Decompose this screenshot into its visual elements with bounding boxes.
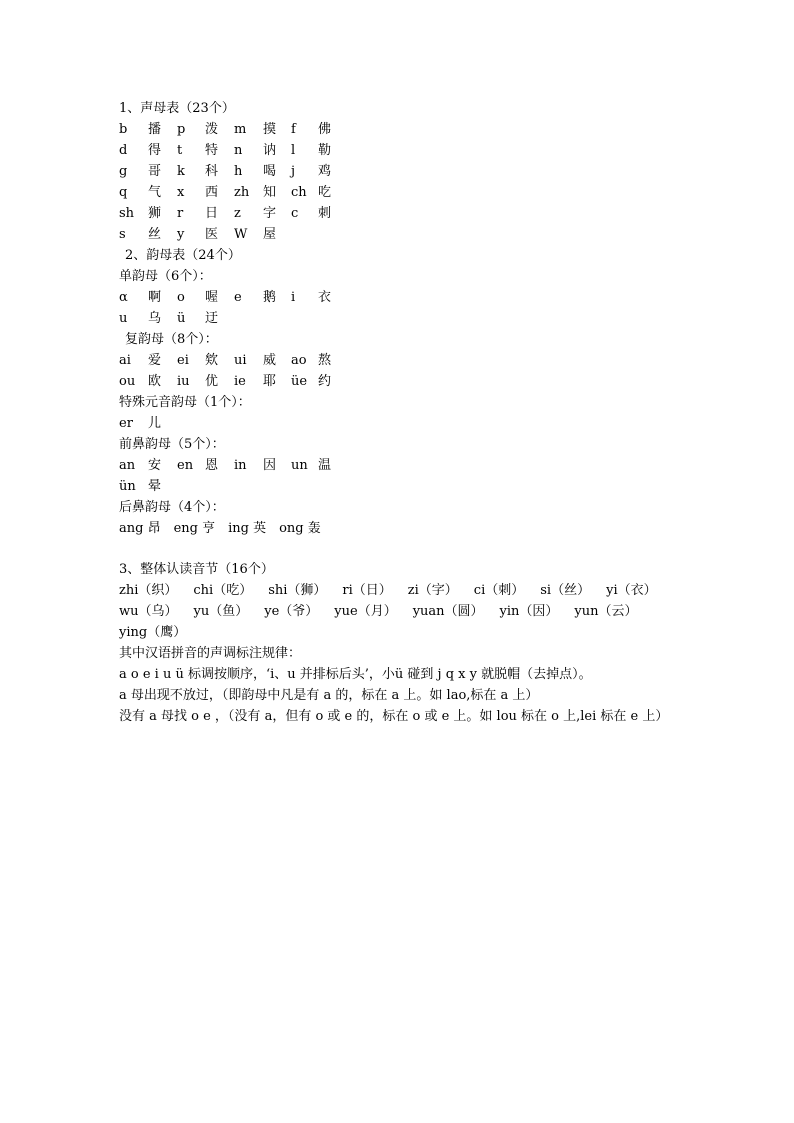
pinyin-cell: q [119, 185, 128, 200]
pinyin-cell: e [234, 290, 242, 305]
pinyin-cell: i [291, 290, 296, 305]
hanzi-cell: 恩 [205, 458, 219, 473]
hanzi-cell: 特 [205, 143, 219, 158]
hanzi-cell: 摸 [263, 122, 277, 137]
tone-rule-1: a o e i u ü 标调按顺序，‘i、u 并排标后头’，小ü 碰到 j q x y 就脱帽（去掉点）。 [119, 667, 592, 682]
syllable-item: ying（鹰） [119, 625, 187, 640]
hanzi-cell: 喝 [263, 164, 277, 179]
pinyin-cell: d [119, 143, 128, 158]
pinyin-cell: α [119, 290, 128, 305]
pinyin-cell: ou [119, 374, 136, 389]
pinyin-cell: m [234, 122, 247, 137]
pinyin-cell: n [234, 143, 243, 158]
hanzi-cell: 安 [148, 458, 162, 473]
whole-syllables-list [119, 580, 694, 643]
spacer [119, 539, 694, 559]
pinyin-cell: en [177, 458, 194, 473]
simple-finals-label: 单韵母（6个）： [119, 269, 212, 284]
compound-finals-table [119, 350, 694, 392]
pinyin-cell: c [291, 206, 299, 221]
syllable-item: yu（鱼） [193, 604, 249, 619]
hanzi-cell: 迂 [205, 311, 219, 326]
hanzi-cell: 吃 [318, 185, 332, 200]
table-row [119, 182, 694, 203]
hanzi-cell: 温 [318, 458, 332, 473]
pinyin-cell: p [177, 122, 186, 137]
pinyin-cell: ei [177, 353, 189, 368]
syllable-item: wu（乌） [119, 604, 178, 619]
pinyin-cell: zh [234, 185, 250, 200]
hanzi-cell: 欸 [205, 353, 219, 368]
pinyin-cell: an [119, 458, 136, 473]
pinyin-cell: j [291, 164, 296, 179]
pinyin-cell: g [119, 164, 128, 179]
pinyin-cell: o [177, 290, 185, 305]
pinyin-cell: b [119, 122, 128, 137]
hanzi-cell: 泼 [205, 122, 219, 137]
table-row [119, 119, 694, 140]
syllable-item: zi（字） [407, 583, 458, 598]
pinyin-cell: z [234, 206, 241, 221]
hanzi-cell: 爱 [148, 353, 162, 368]
hanzi-cell: 约 [318, 374, 332, 389]
hanzi-cell: 乌 [148, 311, 162, 326]
pinyin-cell: l [291, 143, 296, 158]
pinyin-cell: in [234, 458, 247, 473]
hanzi-cell: 啊 [148, 290, 162, 305]
back-nasal-finals-row: ang 昂 eng 亨 ing 英 ong 轰 [119, 521, 321, 536]
table-row [119, 140, 694, 161]
pinyin-cell: f [291, 122, 296, 137]
hanzi-cell: 气 [148, 185, 162, 200]
table-row [119, 161, 694, 182]
hanzi-cell: 欧 [148, 374, 162, 389]
front-nasal-finals-label: 前鼻韵母（5个）： [119, 437, 225, 452]
document-content [119, 98, 694, 727]
syllable-item: si（丝） [540, 583, 591, 598]
hanzi-cell: 得 [148, 143, 162, 158]
pinyin-cell: ao [291, 353, 307, 368]
hanzi-cell: 医 [205, 227, 219, 242]
hanzi-cell: 因 [263, 458, 277, 473]
pinyin-cell: s [119, 227, 126, 242]
hanzi-cell: 科 [205, 164, 219, 179]
pinyin-cell: ü [177, 311, 186, 326]
hanzi-cell: 耶 [263, 374, 277, 389]
pinyin-cell: t [177, 143, 183, 158]
hanzi-cell: 喔 [205, 290, 219, 305]
hanzi-cell: 日 [205, 206, 219, 221]
pinyin-cell: x [177, 185, 185, 200]
pinyin-cell: iu [177, 374, 190, 389]
hanzi-cell: 播 [148, 122, 162, 137]
table-row [119, 287, 694, 308]
initials-table [119, 119, 694, 245]
special-finals-label: 特殊元音韵母（1个）： [119, 395, 251, 410]
hanzi-cell: 知 [263, 185, 277, 200]
hanzi-cell: 儿 [148, 416, 162, 431]
pinyin-cell: k [177, 164, 185, 179]
pinyin-cell: y [177, 227, 185, 242]
hanzi-cell: 勒 [318, 143, 332, 158]
hanzi-cell: 佛 [318, 122, 332, 137]
hanzi-cell: 衣 [318, 290, 332, 305]
table-row [119, 455, 694, 476]
pinyin-cell: üe [291, 374, 308, 389]
back-nasal-finals-label: 后鼻韵母（4个）： [119, 500, 225, 515]
hanzi-cell: 西 [205, 185, 219, 200]
syllable-item: ri（日） [342, 583, 392, 598]
syllable-item: zhi（织） [119, 583, 178, 598]
pinyin-cell: ui [234, 353, 247, 368]
table-row [119, 224, 694, 245]
syllable-item: shi（狮） [268, 583, 327, 598]
pinyin-cell: ch [291, 185, 307, 200]
hanzi-cell: 讷 [263, 143, 277, 158]
hanzi-cell: 字 [263, 206, 277, 221]
hanzi-cell: 熬 [318, 353, 332, 368]
syllable-item: yin（因） [499, 604, 559, 619]
syllable-item: ci（刺） [473, 583, 525, 598]
table-row [119, 308, 694, 329]
hanzi-cell: 屋 [263, 227, 277, 242]
hanzi-cell: 晕 [148, 479, 162, 494]
hanzi-cell: 刺 [318, 206, 332, 221]
hanzi-cell: 威 [263, 353, 277, 368]
pinyin-cell: r [177, 206, 184, 221]
tone-rules-heading: 其中汉语拼音的声调标注规律： [119, 646, 302, 661]
tone-rule-2: a 母出现不放过，（即韵母中凡是有 a 的，标在 a 上。如 lao,标在 a 上） [119, 688, 539, 703]
pinyin-cell: er [119, 416, 133, 431]
table-row [119, 413, 694, 434]
pinyin-cell: sh [119, 206, 135, 221]
hanzi-cell: 狮 [148, 206, 162, 221]
hanzi-cell: 鹅 [263, 290, 277, 305]
pinyin-cell: ai [119, 353, 131, 368]
pinyin-cell: un [291, 458, 308, 473]
finals-heading: 2、韵母表（24个） [125, 248, 241, 263]
tone-rule-3: 没有 a 母找 o e ，（没有 a，但有 o 或 e 的，标在 o 或 e 上。如 lou 标在 o 上,lei 标在 e 上） [119, 709, 669, 724]
syllable-item: yi（衣） [606, 583, 657, 598]
pinyin-cell: ün [119, 479, 136, 494]
special-finals-table [119, 413, 694, 434]
whole-syllables-heading: 3、整体认读音节（16个） [119, 562, 274, 577]
syllable-item: yun（云） [574, 604, 638, 619]
front-nasal-finals-table [119, 455, 694, 497]
hanzi-cell: 鸡 [318, 164, 332, 179]
syllable-item: ye（爷） [264, 604, 319, 619]
table-row [119, 203, 694, 224]
syllable-item: yue（月） [334, 604, 397, 619]
table-row [119, 350, 694, 371]
table-row [119, 476, 694, 497]
syllable-item: chi（吃） [193, 583, 253, 598]
table-row [119, 371, 694, 392]
hanzi-cell: 丝 [148, 227, 162, 242]
hanzi-cell: 哥 [148, 164, 162, 179]
compound-finals-label: 复韵母（8个）： [125, 332, 218, 347]
pinyin-cell: h [234, 164, 243, 179]
initials-heading: 1、声母表（23个） [119, 101, 235, 116]
pinyin-cell: W [234, 227, 248, 242]
pinyin-cell: u [119, 311, 128, 326]
pinyin-cell: ie [234, 374, 246, 389]
hanzi-cell: 优 [205, 374, 219, 389]
syllable-item: yuan（圆） [412, 604, 484, 619]
simple-finals-table [119, 287, 694, 329]
